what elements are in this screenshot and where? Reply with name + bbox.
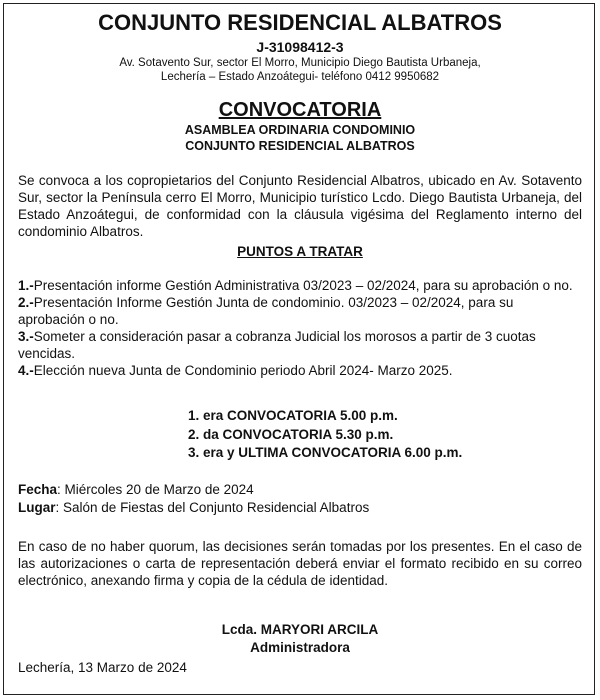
agenda-item-number: 1.- — [18, 278, 34, 293]
subtitle-line-1: ASAMBLEA ORDINARIA CONDOMINIO — [184, 123, 416, 137]
agenda-heading: PUNTOS A TRATAR — [237, 244, 363, 259]
address-line-1: Av. Sotavento Sur, sector El Morro, Municipio Diego Bautista Urbaneja, — [119, 57, 481, 69]
date-line — [18, 481, 582, 499]
agenda-item-text: Someter a consideración pasar a cobranza Judicial los morosos a partir de 3 cuotas vencidas. — [18, 329, 536, 361]
signatory-role: Administradora — [250, 639, 350, 655]
agenda-item-number: 2.- — [18, 295, 34, 310]
agenda-item — [18, 277, 582, 294]
agenda-item-text: Elección nueva Junta de Condominio periodo Abril 2024- Marzo 2025. — [33, 363, 453, 378]
convocatoria-times — [188, 407, 582, 463]
first-call: 1. era CONVOCATORIA 5.00 p.m. — [188, 408, 398, 423]
agenda-item — [18, 328, 582, 362]
place-label: Lugar — [18, 499, 56, 515]
signature-block — [18, 621, 582, 657]
address-line-2: Lechería – Estado Anzoátegui- teléfono 0412 9950682 — [160, 71, 440, 83]
agenda-item — [18, 294, 582, 328]
issue-date-place: Lechería, 13 Marzo de 2024 — [18, 659, 187, 675]
place-value: : Salón de Fiestas del Conjunto Residencial Albatros — [55, 499, 370, 515]
agenda-item-text: Presentación informe Gestión Administrativa 03/2023 – 02/2024, para su aprobación o no. — [33, 278, 573, 293]
quorum-paragraph: En caso de no haber quorum, las decisiones serán tomadas por los presentes. En el caso de las autorizaciones o carta de representación deberá enviar el formato recibido en su correo electrónico, anexando firma y copia de la cédula de identidad. — [18, 538, 582, 588]
org-name: CONJUNTO RESIDENCIAL ALBATROS — [98, 10, 502, 35]
date-value: : Miércoles 20 de Marzo de 2024 — [57, 481, 254, 497]
agenda-item-number: 3.- — [18, 329, 34, 344]
header — [18, 8, 582, 84]
place-line — [18, 499, 582, 517]
agenda-item-number: 4.- — [18, 363, 34, 378]
page-title: CONVOCATORIA — [218, 99, 382, 121]
title-block — [18, 98, 582, 154]
convocatoria-document — [18, 8, 582, 677]
third-call: 3. era y ULTIMA CONVOCATORIA 6.00 p.m. — [188, 445, 463, 460]
agenda-list — [18, 277, 582, 379]
agenda-item — [18, 362, 582, 379]
subtitle-line-2: CONJUNTO RESIDENCIAL ALBATROS — [185, 139, 415, 153]
rif-number: J-31098412-3 — [256, 39, 344, 55]
agenda-item-text: Presentación Informe Gestión Junta de condominio. 03/2023 – 02/2024, para su aprobación o no. — [18, 295, 514, 327]
second-call: 2. da CONVOCATORIA 5.30 p.m. — [188, 426, 394, 442]
intro-paragraph: Se convoca a los copropietarios del Conjunto Residencial Albatros, ubicado en Av. Sotavento Sur, sector la Península cerro El Morro, Municipio turístico Lcdo. Diego Bautista Urbaneja, del Estado Anzoátegui, de conformidad con la cláusula vigésima del Reglamento interno del condominio Albatros. — [18, 173, 582, 239]
signatory-name: Lcda. MARYORI ARCILA — [221, 621, 379, 637]
date-label: Fecha — [18, 481, 58, 497]
meeting-details — [18, 481, 582, 517]
